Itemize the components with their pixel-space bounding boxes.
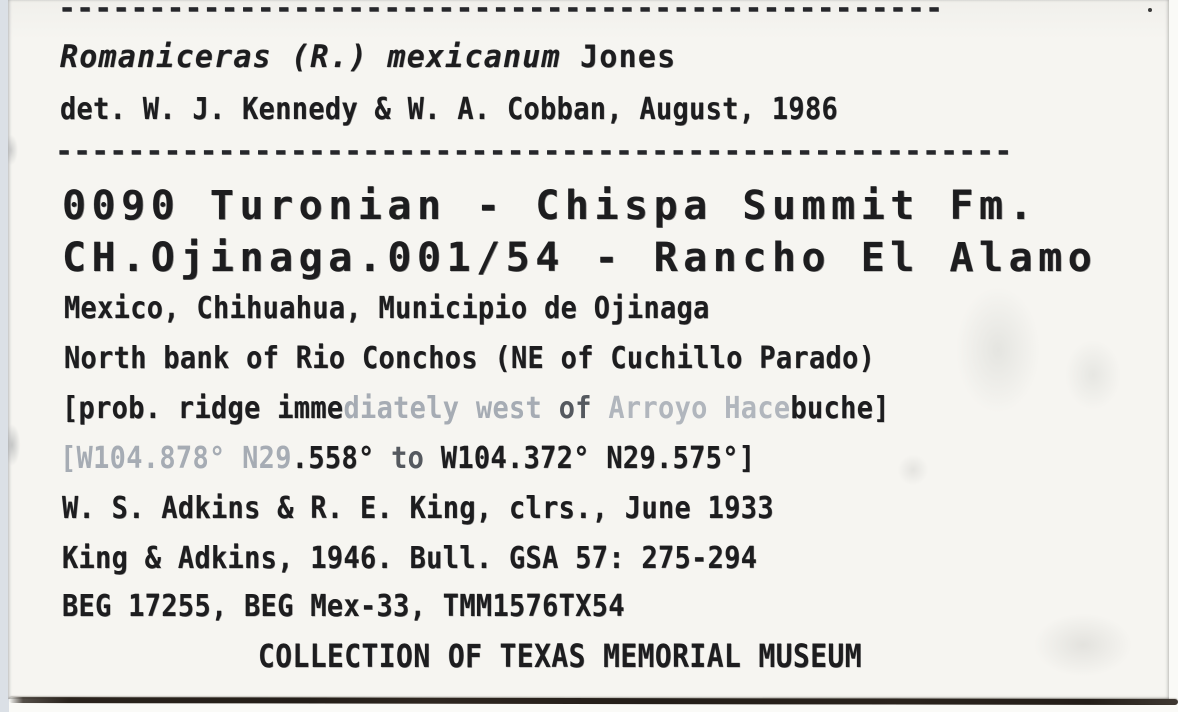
- dashed-divider-top: -------------------------------------------------: [58, 0, 944, 26]
- taxon-determination-line: [60, 38, 677, 76]
- determiner-line: det. W. J. Kennedy & W. A. Cobban, August, 1986: [60, 91, 839, 127]
- catalog-numbers-line: BEG 17255, BEG Mex-33, TMM1576TX54: [62, 588, 625, 624]
- ridge-segment: [prob. ridge imme: [62, 390, 344, 426]
- coordinate-segment: W104.372° N29.575°]: [440, 440, 756, 476]
- coordinate-segment-faded: [W104.878° N29: [60, 440, 292, 476]
- locality-header-line-1: 0090 Turonian - Chispa Summit Fm.: [62, 183, 1039, 229]
- ridge-segment-faded: diately west: [343, 390, 559, 426]
- collectors-line: W. S. Adkins & R. E. King, clrs., June 1933: [62, 490, 774, 526]
- locality-country-line: Mexico, Chihuahua, Municipio de Ojinaga: [64, 290, 710, 326]
- card-bottom-edge-shadow: [9, 697, 1178, 705]
- coordinates-line: [60, 440, 756, 476]
- locality-header-line-2: CH.Ojinaga.001/54 - Rancho El Alamo: [62, 235, 1098, 281]
- locality-detail-line: North bank of Rio Conchos (NE of Cuchillo Parado): [64, 340, 876, 376]
- coordinate-segment: to: [391, 440, 441, 476]
- ridge-segment-faded: Arroyo Hace: [608, 390, 791, 426]
- ridge-segment: of: [558, 390, 609, 426]
- collection-footer-line: COLLECTION OF TEXAS MEMORIAL MUSEUM: [258, 637, 863, 675]
- scan-speck: [1148, 8, 1152, 12]
- reference-line: King & Adkins, 1946. Bull. GSA 57: 275-294: [62, 540, 758, 576]
- dashed-divider-middle: -----------------------------------------------------: [55, 134, 1013, 169]
- taxon-author: Jones: [560, 38, 677, 76]
- specimen-label-card: [8, 0, 1169, 699]
- taxon-name: Romaniceras (R.) mexicanum: [60, 38, 561, 76]
- ridge-segment: buche]: [790, 390, 890, 426]
- ridge-note-line: [62, 390, 890, 426]
- coordinate-segment: .558°: [291, 440, 392, 476]
